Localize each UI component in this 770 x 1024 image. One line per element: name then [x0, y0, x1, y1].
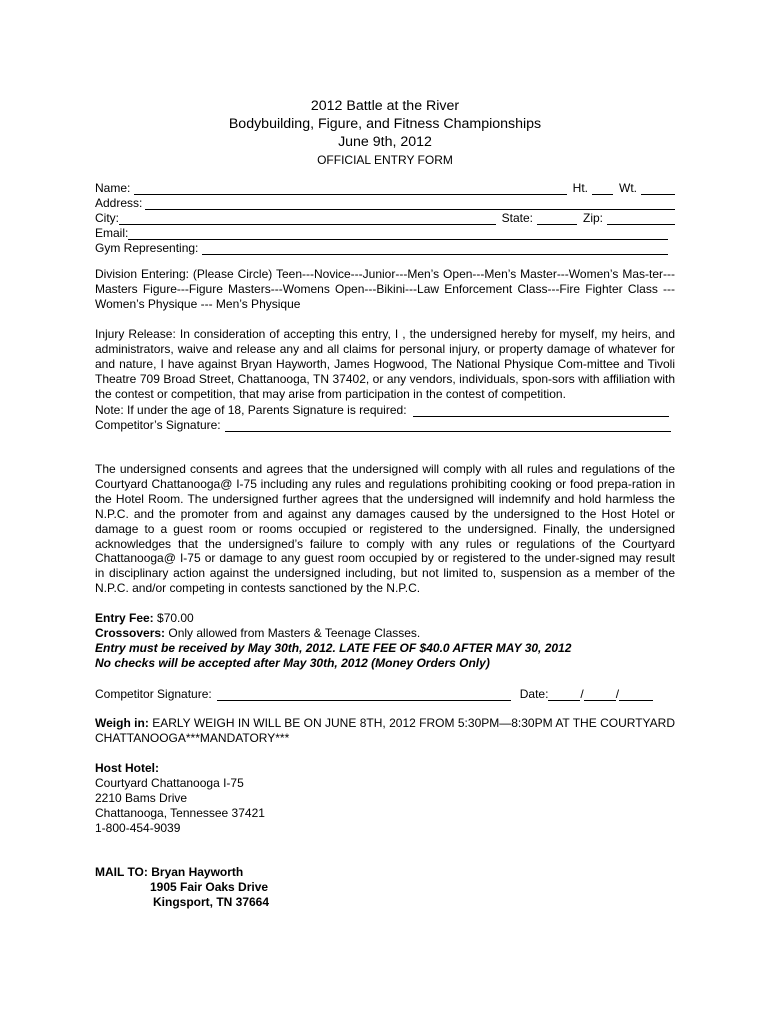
host-hotel-phone: 1-800-454-9039 — [95, 820, 181, 835]
checks-notice: No checks will be accepted after May 30th, 2012 (Money Orders Only) — [95, 655, 490, 670]
weight-label: Wt. — [619, 181, 637, 195]
state-label: State: — [501, 211, 533, 225]
event-title: 2012 Battle at the River — [310, 98, 460, 114]
address-field[interactable] — [145, 198, 675, 210]
final-signature-label: Competitor Signature: — [95, 687, 212, 701]
mail-to-section — [95, 865, 675, 910]
height-label: Ht. — [572, 181, 588, 195]
date-day-field[interactable] — [584, 689, 616, 701]
parent-signature-row — [95, 402, 675, 417]
host-hotel-name: Courtyard Chattanooga I-75 — [95, 775, 244, 790]
name-label: Name: — [95, 181, 131, 195]
date-label: Date: — [519, 687, 549, 701]
mail-to-city: Kingsport, TN 37664 — [153, 894, 270, 909]
weigh-in-text: EARLY WEIGH IN WILL BE ON JUNE 8TH, 2012 FROM 5:30PM—8:30PM AT THE COURTYARD CHATTANOOGA***MANDATORY*** — [95, 716, 675, 745]
name-row — [95, 180, 675, 195]
event-subtitle: Bodybuilding, Figure, and Fitness Championships — [228, 116, 542, 132]
gym-field[interactable] — [202, 243, 668, 255]
injury-paragraph: Injury Release: In consideration of accepting this entry, I , the undersigned hereby for myself, my heirs, and administrators, waive and release any and all claims for personal injury, or property damage of whatever for and nature, I have against Bryan Hayworth, James Hogwood, The National Physique Com-mittee and Tivoli Theatre 709 Broad Street, Chattanooga, TN 37402, or any vendors, individuals, spon-sors with affiliation with the contest or competition, that may arise from participation in the contest of competition. — [95, 327, 675, 401]
address-row — [95, 195, 675, 210]
date-separator: / — [580, 687, 584, 701]
date-month-field[interactable] — [548, 689, 580, 701]
date-separator: / — [615, 687, 620, 701]
date-year-field[interactable] — [619, 689, 653, 701]
state-field[interactable] — [537, 213, 577, 225]
host-hotel-street: 2210 Bams Drive — [95, 790, 188, 805]
deadline-notice: Entry must be received by May 30th, 2012. LATE FEE OF $40.0 AFTER MAY 30, 2012 — [95, 640, 572, 655]
city-row — [95, 210, 675, 225]
parent-signature-label: Note: If under the age of 18, Parents Signature is required: — [95, 402, 407, 417]
final-signature-field[interactable] — [217, 689, 511, 701]
final-signature-line — [95, 686, 675, 701]
gym-label: Gym Representing: — [95, 241, 199, 255]
address-label: Address: — [95, 196, 143, 210]
mail-to-street: 1905 Fair Oaks Drive — [150, 879, 269, 894]
zip-field[interactable] — [607, 213, 675, 225]
competitor-signature-row — [95, 417, 675, 432]
name-field[interactable] — [134, 183, 566, 195]
host-hotel-label: Host Hotel: — [95, 761, 159, 775]
weigh-in-label: Weigh in: — [95, 716, 149, 730]
email-row — [95, 225, 675, 240]
competitor-signature-label: Competitor’s Signature: — [95, 417, 221, 432]
form-header — [0, 97, 770, 168]
mail-to-name: Bryan Hayworth — [151, 865, 244, 879]
city-label: City: — [95, 211, 119, 225]
height-field[interactable] — [592, 183, 613, 195]
fees-section — [95, 611, 675, 671]
host-hotel-section — [95, 761, 675, 836]
consent-paragraph: The undersigned consents and agrees that the undersigned will comply with all rules and regulations of the Courtyard Chattanooga@ I-75 including any rules and regulations prohibiting cooking or food prepa-ration in the Hotel Room. The undersigned further agrees that the undersigned will indemnify and hold harmless the N.P.C. and the promoter from and against any damages caused by the undersigned to the Host Hotel or damage to a guest room or rooms occupied or registered to the undersigned. Finally, the undersigned acknowledges that the undersigned’s failure to comply with any rules or regulations of the Courtyard Chattanooga@ I-75 or damage to any guest room occupied by or registered to the under-signed may result in disciplinary action against the undersigned including, but not limited to, suspension as a member of the N.P.C. and/or competing in contests sanctioned by the N.P.C. — [95, 462, 675, 596]
host-hotel-city: Chattanooga, Tennessee 37421 — [95, 805, 265, 820]
injury-release — [95, 327, 675, 432]
division-paragraph: Division Entering: (Please Circle) Teen---Novice---Junior---Men’s Open---Men’s Master---Women’s Mas-ter---Masters Figure---Figure Masters---Womens Open---Bikini---Law Enforcement Class---Fire Fighter Class --- Women’s Physique --- Men’s Physique — [95, 267, 675, 311]
event-date: June 9th, 2012 — [338, 134, 432, 150]
weigh-in-paragraph — [95, 716, 675, 746]
zip-label: Zip: — [582, 211, 603, 225]
mail-to-line — [95, 865, 675, 880]
entry-fee-value: $70.00 — [157, 611, 194, 625]
gym-row — [95, 240, 675, 255]
crossovers-line — [95, 626, 675, 641]
entry-fee-line — [95, 611, 675, 626]
contact-fields — [95, 180, 675, 255]
competitor-signature-field[interactable] — [225, 420, 671, 432]
final-signature-row — [95, 686, 675, 701]
parent-signature-field[interactable] — [413, 405, 669, 417]
entry-fee-label: Entry Fee: — [95, 611, 154, 625]
crossovers-value: Only allowed from Masters & Teenage Classes. — [168, 625, 421, 640]
email-label: Email: — [95, 226, 129, 240]
form-name: OFFICIAL ENTRY FORM — [317, 153, 453, 167]
crossovers-label: Crossovers: — [95, 625, 166, 640]
email-field[interactable] — [128, 228, 668, 240]
city-field[interactable] — [119, 213, 496, 225]
mail-to-label: MAIL TO: — [95, 865, 148, 879]
weight-field[interactable] — [641, 183, 675, 195]
